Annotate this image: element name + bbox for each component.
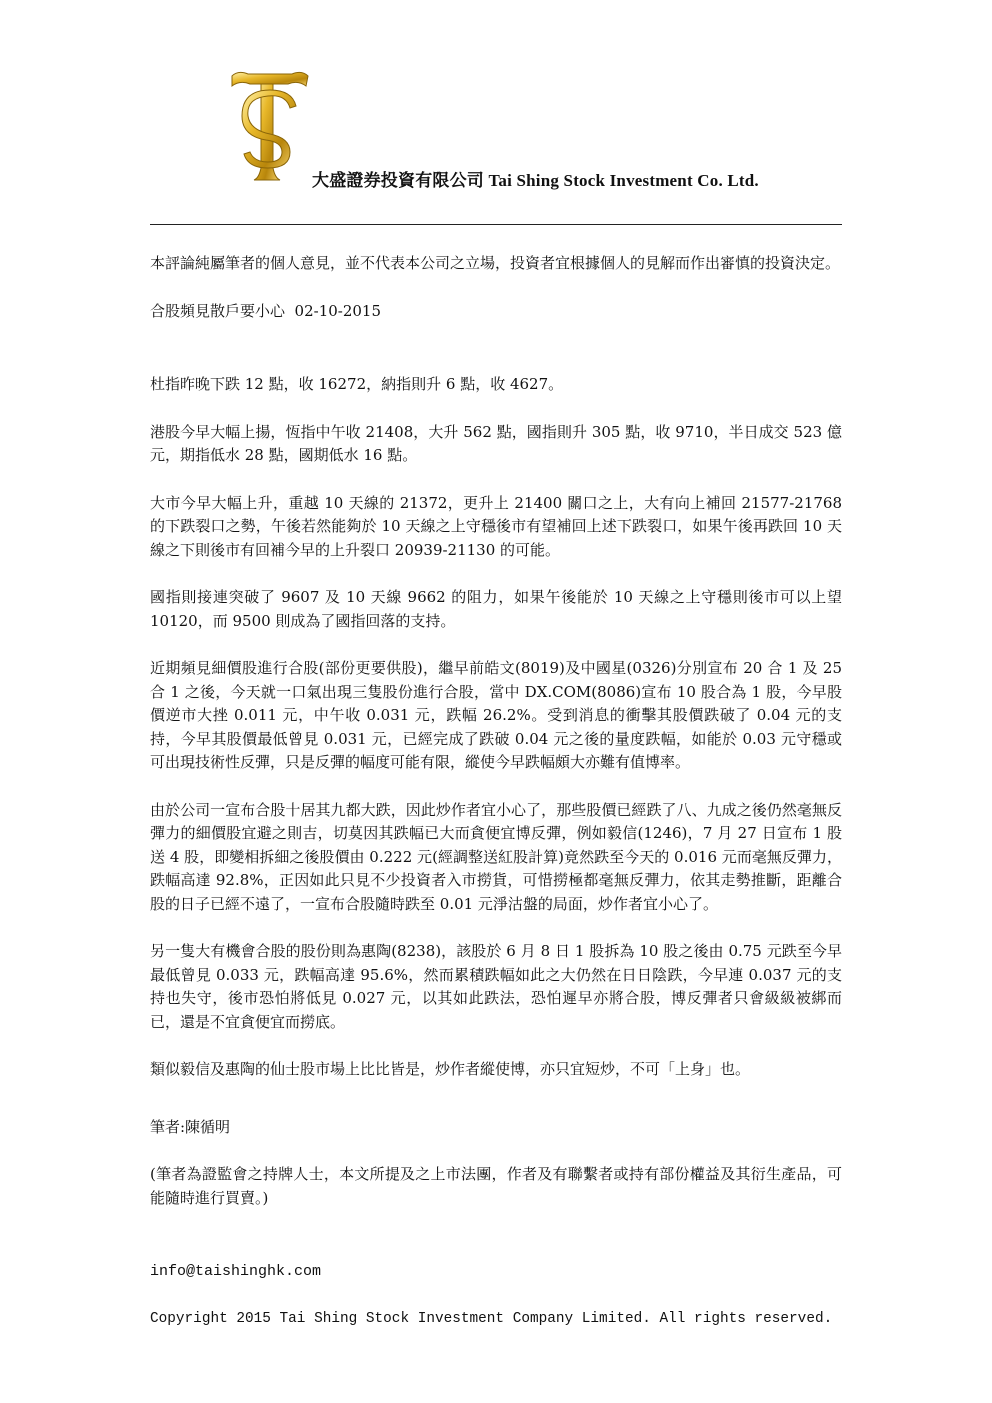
author-line: 筆者:陳循明 bbox=[150, 1117, 231, 1136]
company-logo bbox=[228, 68, 310, 186]
paragraph: 杜指昨晚下跌 12 點，收 16272，納指則升 6 點，收 4627。 bbox=[150, 375, 564, 393]
disclaimer-text: 本評論純屬筆者的個人意見，並不代表本公司之立場，投資者宜根據個人的見解而作出審慎的投資決定。 bbox=[150, 254, 841, 272]
paragraph: 由於公司一宣布合股十居其九都大跌，因此炒作者宜小心了，那些股價已經跌了八、九成之後仍然毫無反彈力的細價股宜避之則吉，切莫因其跌幅已大而貪便宜博反彈，例如毅信(1246)，7 月 27 日宣布 1 股送 4 股，即變相拆細之後股價由 0.222 元(經調整送紅股計算)竟然跌至今天的 0.016 元而毫無反彈力，跌幅高達 92.8%，正因如此只見不少投資者入市撈貨，可惜撈極都毫無反彈力，依其走勢推斷，距離合股的日子已經不遠了，一宣布合股隨時跌至 0.01 元淨沽盤的局面，炒作者宜小心了。 bbox=[150, 800, 842, 913]
paragraph: 大市今早大幅上升，重越 10 天線的 21372，更升上 21400 關口之上，大有向上補回 21577-21768 的下跌裂口之勢，午後若然能夠於 10 天線之上守穩後市有望補回上述下跌裂口，如果午後再跌回 10 天線之下則後市有回補今早的上升裂口 20939-21130 的可能。 bbox=[150, 493, 842, 559]
copyright-notice: Copyright 2015 Tai Shing Stock Investment Company Limited. All rights reserved. bbox=[150, 1310, 833, 1327]
paragraph: 類似毅信及惠陶的仙士股市場上比比皆是，炒作者縱使博，亦只宜短炒，不可「上身」也。 bbox=[150, 1060, 751, 1078]
paragraph: 另一隻大有機會合股的股份則為惠陶(8238)，該股於 6 月 8 日 1 股拆為 10 股之後由 0.75 元跌至今早最低曾見 0.033 元，跌幅高達 95.6%，然而累積跌幅如此之大仍然在日日陰跌，今早連 0.037 元的支持也失守，後市恐怕將低見 0.027 元，以其如此跌法，恐怕遲早亦將合股，博反彈者只會級級被綁而已，還是不宜貪便宜而撈底。 bbox=[150, 942, 842, 1031]
company-name: 大盛證券投資有限公司 Tai Shing Stock Investment Co. Ltd. bbox=[312, 171, 759, 190]
paragraph: 港股今早大幅上揚，恆指中午收 21408，大升 562 點，國指則升 305 點，收 9710，半日成交 523 億元，期指低水 28 點，國期低水 16 點。 bbox=[150, 422, 842, 464]
ts-logo-icon bbox=[228, 68, 310, 186]
paragraph: 近期頻見細價股進行合股(部份更要供股)，繼早前皓文(8019)及中國星(0326)分別宣布 20 合 1 及 25 合 1 之後，今天就一口氣出現三隻股份進行合股，當中 DX.COM(8086)宣布 10 股合為 1 股，今早股價逆市大挫 0.011 元，中午收 0.031 元，跌幅 26.2%。受到消息的衝擊其股價跌破了 0.04 元的支持，今早其股價最低曾見 0.031 元，已經完成了跌破 0.04 元之後的量度跌幅，如能於 0.03 元守穩或可出現技術性反彈，只是反彈的幅度可能有限，縱使今早跌幅頗大亦難有值博率。 bbox=[150, 659, 842, 771]
author-note: (筆者為證監會之持牌人士，本文所提及之上市法團，作者及有聯繫者或持有部份權益及其衍生產品，可能隨時進行買賣。) bbox=[150, 1165, 842, 1207]
paragraph: 國指則接連突破了 9607 及 10 天線 9662 的阻力，如果午後能於 10 天線之上守穩則後市可以上望 10120，而 9500 則成為了國指回落的支持。 bbox=[150, 588, 842, 630]
article-title: 合股頻見散戶要小心 02-10-2015 bbox=[150, 301, 382, 320]
article-body bbox=[150, 252, 842, 1331]
email-link[interactable]: info@taishinghk.com bbox=[150, 1263, 322, 1280]
header-divider bbox=[150, 224, 842, 225]
